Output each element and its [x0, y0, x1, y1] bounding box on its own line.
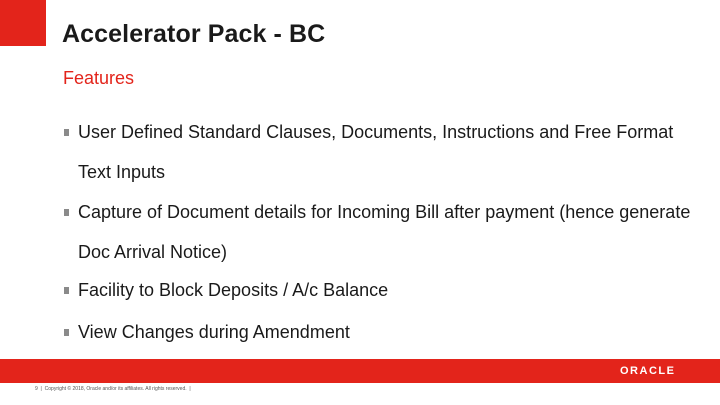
bullet-marker-icon — [64, 209, 69, 216]
bullet-marker-icon — [64, 287, 69, 294]
bullet-marker-icon — [64, 129, 69, 136]
copyright-text: Copyright © 2018, Oracle and/or its affiliates. All rights reserved. — [44, 386, 187, 392]
footer-copyright: 9 | Copyright © 2018, Oracle and/or its affiliates. All rights reserved. | — [35, 386, 191, 392]
accent-block — [0, 0, 46, 46]
bullet-item: Facility to Block Deposits / A/c Balance — [64, 270, 694, 310]
slide-subtitle: Features — [63, 68, 135, 88]
bullet-item: View Changes during Amendment — [64, 312, 694, 352]
bullet-item: User Defined Standard Clauses, Documents, Instructions and Free Format Text Inputs — [64, 112, 694, 192]
bullet-marker-icon — [64, 329, 69, 336]
page-number: 9 — [35, 386, 38, 392]
footer-bar — [0, 359, 720, 383]
bullet-item: Capture of Document details for Incoming Bill after payment (hence generate Doc Arrival Notice) — [64, 192, 694, 272]
oracle-logo: ORACLE — [620, 365, 676, 377]
slide-title: Accelerator Pack - BC — [62, 20, 326, 48]
